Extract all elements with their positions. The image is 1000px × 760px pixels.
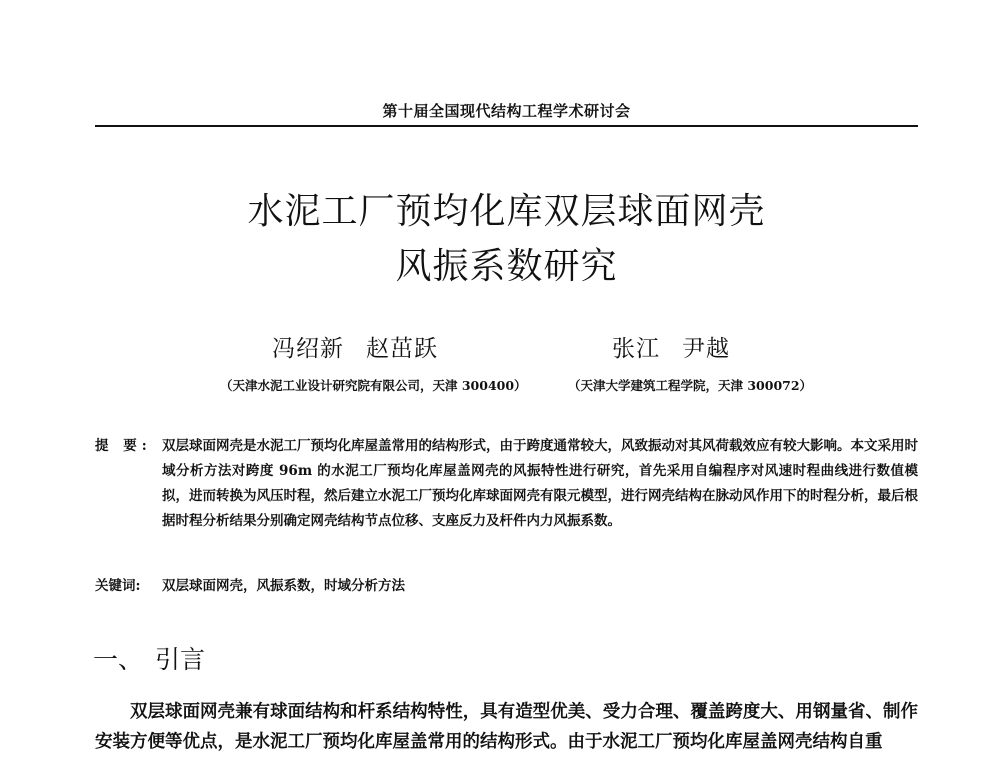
section-number: 一、 bbox=[93, 645, 144, 674]
author-name: 冯绍新 bbox=[272, 336, 344, 362]
paper-title-line-1: 水泥工厂预均化库双层球面网壳 bbox=[247, 191, 766, 232]
author-name: 张江 bbox=[612, 336, 660, 362]
abstract-text: 双层球面网壳是水泥工厂预均化库屋盖常用的结构形式，由于跨度通常较大，风致振动对其风荷载效应有较大影响。本文采用时域分析方法对跨度 96m 的水泥工厂预均化库屋盖网壳的风振特性进行研究，首先采用自编程序对风速时程曲线进行数值模拟，进而转换为风压时程，然后建立水泥工厂预均化库球面网壳有限元模型，进行网壳结构在脉动风作用下的时程分析，最后根据时程分析结果分别确定网壳结构节点位移、支座反力及杆件内力风振系数。 bbox=[162, 438, 918, 529]
section-heading bbox=[93, 640, 205, 676]
affiliation-left: （天津水泥工业设计研究院有限公司，天津 300400） bbox=[220, 378, 527, 393]
author-name: 赵茁跃 bbox=[366, 336, 438, 362]
abstract-label: 提 要: bbox=[95, 438, 152, 454]
keywords bbox=[95, 574, 918, 599]
conference-header: 第十届全国现代结构工程学术研讨会 bbox=[382, 102, 631, 120]
abstract bbox=[95, 434, 918, 534]
keywords-label: 关键词: bbox=[95, 578, 141, 594]
author-group-2 bbox=[612, 330, 730, 363]
section-title: 引言 bbox=[155, 645, 206, 674]
body-paragraph: 双层球面网壳兼有球面结构和杆系结构特性，具有造型优美、受力合理、覆盖跨度大、用钢量省、制作安装方便等优点，是水泥工厂预均化库屋盖常用的结构形式。由于水泥工厂预均化库屋盖网壳结构自重 bbox=[95, 702, 918, 752]
keywords-text: 双层球面网壳，风振系数，时域分析方法 bbox=[162, 578, 405, 594]
affiliation-right: （天津大学建筑工程学院，天津 300072） bbox=[568, 378, 813, 393]
author-group-1 bbox=[272, 330, 438, 363]
header-rule bbox=[95, 125, 918, 127]
author-name: 尹越 bbox=[682, 336, 730, 362]
paper-title-line-2: 风振系数研究 bbox=[395, 246, 618, 287]
